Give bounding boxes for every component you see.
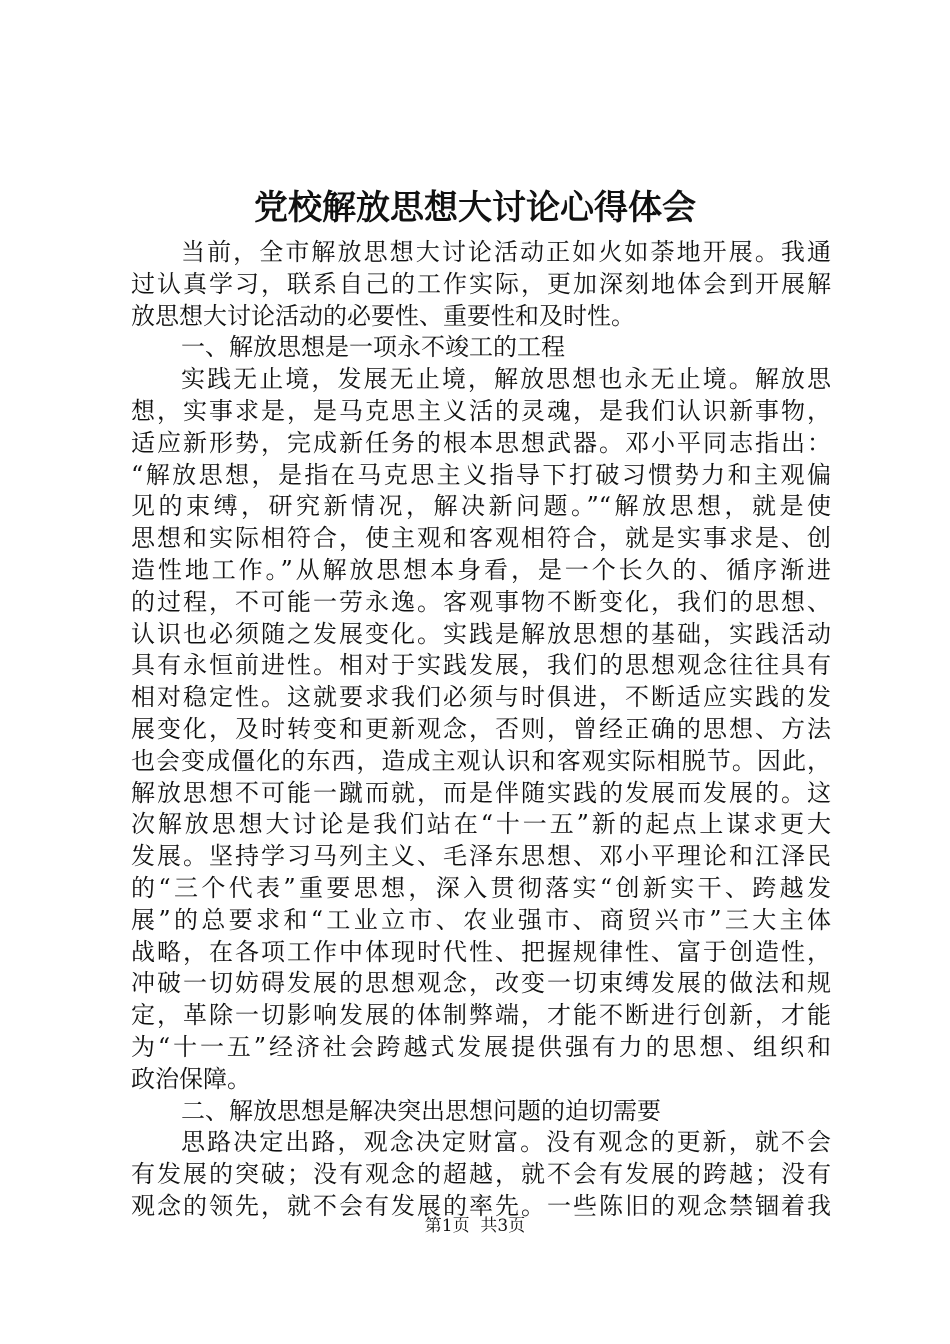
text-line: 战略，在各项工作中体现时代性、把握规律性、富于创造性， <box>131 937 831 966</box>
page-total: 共3页 <box>480 1216 526 1236</box>
document-title: 党校解放思想大讨论心得体会 <box>254 188 696 228</box>
text-line: 观念的领先，就不会有发展的率先。一些陈旧的观念禁锢着我 <box>131 1191 831 1220</box>
page-number: 第1页 <box>424 1216 470 1236</box>
text-line: 定，革除一切影响发展的体制弊端，才能不断进行创新，才能 <box>131 1001 831 1030</box>
text-line: 相对稳定性。这就要求我们必须与时俱进，不断适应实践的发 <box>131 683 831 712</box>
text-line: 冲破一切妨碍发展的思想观念，改变一切束缚发展的做法和规 <box>131 969 831 998</box>
text-line: 的过程，不可能一劳永逸。客观事物不断变化，我们的思想、 <box>131 587 831 616</box>
page-footer <box>0 1214 950 1238</box>
text-line: 想，实事求是，是马克思主义活的灵魂，是我们认识新事物， <box>131 396 831 425</box>
text-line: 认识也必须随之发展变化。实践是解放思想的基础，实践活动 <box>131 619 831 648</box>
text-line: 一、解放思想是一项永不竣工的工程 <box>181 333 565 362</box>
text-line: 展”的总要求和“工业立市、农业强市、商贸兴市”三大主体 <box>131 905 831 934</box>
text-line: 有发展的突破；没有观念的超越，就不会有发展的跨越；没有 <box>131 1160 831 1189</box>
text-line: 造性地工作。”从解放思想本身看，是一个长久的、循序渐进 <box>131 555 831 584</box>
text-line: 为“十一五”经济社会跨越式发展提供强有力的思想、组织和 <box>131 1032 831 1061</box>
text-line: 实践无止境，发展无止境，解放思想也永无止境。解放思 <box>181 365 831 394</box>
text-line: 思路决定出路，观念决定财富。没有观念的更新，就不会 <box>181 1128 831 1157</box>
footer-gap <box>470 1216 481 1236</box>
text-line: 具有永恒前进性。相对于实践发展，我们的思想观念往往具有 <box>131 651 831 680</box>
text-line: “解放思想，是指在马克思主义指导下打破习惯势力和主观偏 <box>131 460 831 489</box>
text-line: 二、解放思想是解决突出思想问题的迫切需要 <box>181 1096 661 1125</box>
text-line: 的“三个代表”重要思想，深入贯彻落实“创新实干、跨越发 <box>131 873 831 902</box>
text-line: 放思想大讨论活动的必要性、重要性和及时性。 <box>131 301 635 330</box>
text-line: 次解放思想大讨论是我们站在“十一五”新的起点上谋求更大 <box>131 810 831 839</box>
text-line: 也会变成僵化的东西，造成主观认识和客观实际相脱节。因此， <box>131 746 831 775</box>
text-line: 当前，全市解放思想大讨论活动正如火如荼地开展。我通 <box>181 238 831 266</box>
text-line: 过认真学习，联系自己的工作实际，更加深刻地体会到开展解 <box>131 269 831 298</box>
text-line: 发展。坚持学习马列主义、毛泽东思想、邓小平理论和江泽民 <box>131 842 831 871</box>
text-line: 展变化，及时转变和更新观念，否则，曾经正确的思想、方法 <box>131 714 831 743</box>
text-line: 解放思想不可能一蹴而就，而是伴随实践的发展而发展的。这 <box>131 778 831 807</box>
document-body <box>131 237 831 1223</box>
text-line: 见的束缚，研究新情况，解决新问题。”“解放思想，就是使 <box>131 492 831 521</box>
text-line: 政治保障。 <box>131 1064 251 1093</box>
text-line: 思想和实际相符合，使主观和客观相符合，就是实事求是、创 <box>131 524 831 553</box>
text-line: 适应新形势，完成新任务的根本思想武器。邓小平同志指出： <box>131 428 831 457</box>
